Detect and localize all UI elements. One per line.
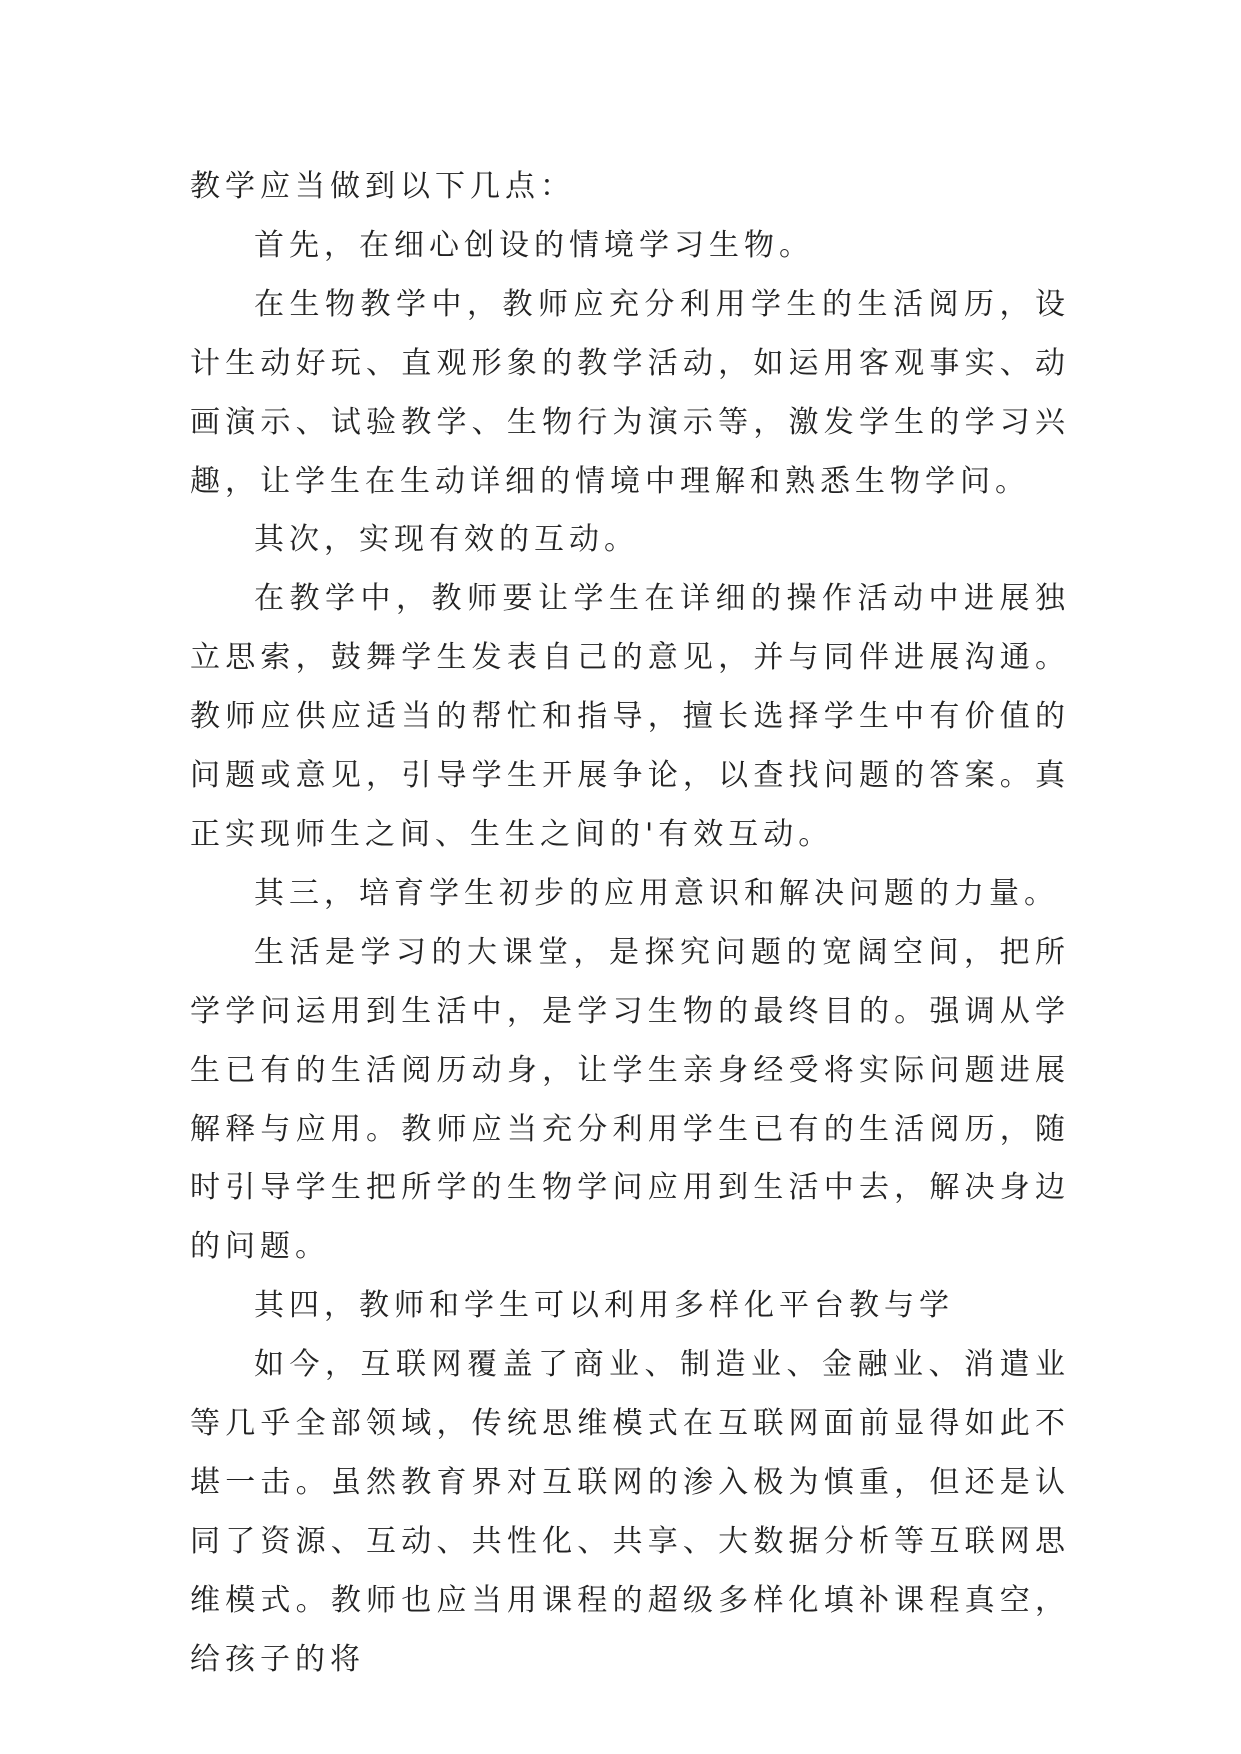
paragraph-point-4: 如今，互联网覆盖了商业、制造业、金融业、消遣业等几乎全部领域，传统思维模式在互联网面前显得如此不堪一击。虽然教育界对互联网的渗入极为慎重，但还是认同了资源、互动、共性化、共享、大数据分析等互联网思维模式。教师也应当用课程的超级多样化填补课程真空，给孩子的将: [190, 1347, 1070, 1677]
paragraph-point-1: 在生物教学中，教师应充分利用学生的生活阅历，设计生动好玩、直观形象的教学活动，如运用客观事实、动画演示、试验教学、生物行为演示等，激发学生的学习兴趣，让学生在生动详细的情境中理解和熟悉生物学问。: [190, 286, 1070, 499]
paragraph-intro: 教学应当做到以下几点：: [190, 169, 575, 204]
heading-point-1: 首先，在细心创设的情境学习生物。: [254, 227, 814, 263]
heading-point-4: 其四，教师和学生可以利用多样化平台教与学: [254, 1288, 954, 1324]
body-text: [190, 158, 1070, 1690]
paragraph-point-2: 在教学中，教师要让学生在详细的操作活动中进展独立思索，鼓舞学生发表自己的意见，并与同伴进展沟通。教师应供应适当的帮忙和指导，擅长选择学生中有价值的问题或意见，引导学生开展争论，以查找问题的答案。真正实现师生之间、生生之间的'有效互动。: [190, 581, 1070, 852]
heading-point-3: 其三，培育学生初步的应用意识和解决问题的力量。: [254, 875, 1059, 911]
heading-point-2: 其次，实现有效的互动。: [254, 522, 639, 558]
paragraph-point-3: 生活是学习的大课堂，是探究问题的宽阔空间，把所学学问运用到生活中，是学习生物的最终目的。强调从学生已有的生活阅历动身，让学生亲身经受将实际问题进展解释与应用。教师应当充分利用学生已有的生活阅历，随时引导学生把所学的生物学问应用到生活中去，解决身边的问题。: [190, 934, 1070, 1265]
